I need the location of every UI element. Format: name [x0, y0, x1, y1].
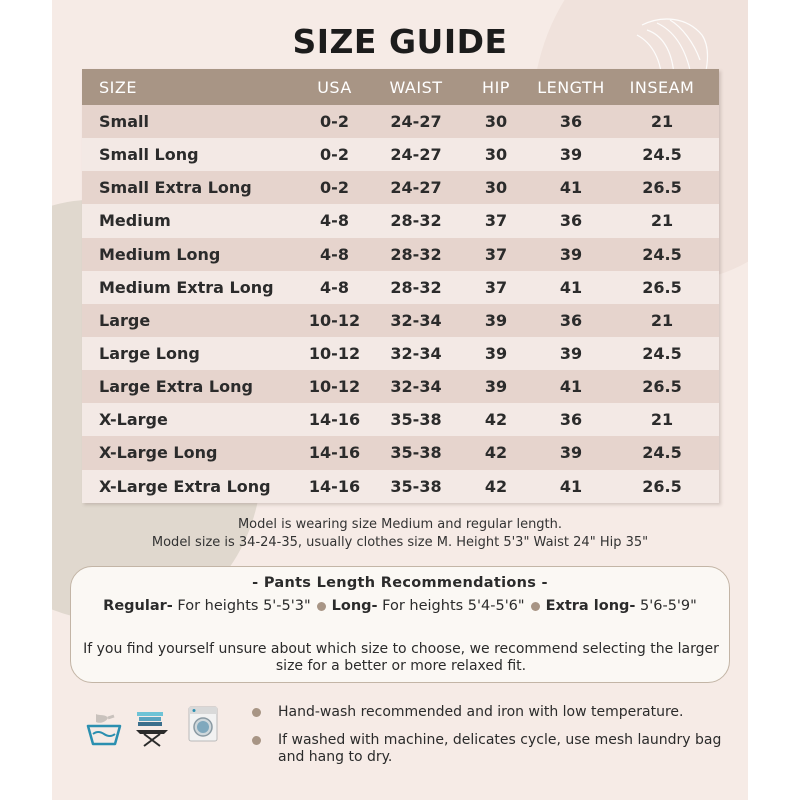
- cell-hip: 30: [484, 145, 508, 165]
- cell-hip: 30: [484, 178, 508, 198]
- header-usa: USA: [317, 77, 352, 97]
- cell-usa: 4-8: [320, 211, 349, 231]
- cell-hip: 37: [484, 244, 508, 264]
- care-item: [252, 732, 722, 766]
- separator-dot: [531, 602, 540, 611]
- cell-length: 39: [559, 244, 583, 264]
- cell-inseam: 21: [650, 112, 674, 132]
- cell-hip: 37: [484, 277, 508, 297]
- cell-usa: 4-8: [320, 244, 349, 264]
- model-note-line: Model size is 34-24-35, usually clothes size M. Height 5'3" Waist 24" Hip 35": [151, 535, 649, 550]
- cell-waist: 28-32: [390, 211, 442, 231]
- cell-length: 41: [559, 277, 583, 297]
- care-item-text: If washed with machine, delicates cycle, use mesh laundry bag and hang to dry.: [278, 732, 722, 765]
- cell-hip: 39: [484, 377, 508, 397]
- washing-machine-icon: [188, 706, 218, 742]
- table-row: [82, 105, 719, 138]
- size-table: [82, 69, 719, 503]
- care-item: [252, 704, 722, 721]
- cell-inseam: 21: [650, 211, 674, 231]
- cell-length: 36: [559, 410, 583, 430]
- cell-usa: 14-16: [308, 443, 361, 463]
- cell-size: Medium Long: [99, 244, 221, 264]
- cell-hip: 37: [484, 211, 508, 231]
- cell-usa: 10-12: [308, 310, 361, 330]
- cell-waist: 24-27: [390, 112, 442, 132]
- table-row: [82, 271, 719, 304]
- cell-size: Large Long: [99, 344, 200, 364]
- cell-inseam: 21: [650, 310, 674, 330]
- cell-usa: 0-2: [320, 112, 349, 132]
- cell-inseam: 26.5: [642, 377, 682, 397]
- cell-length: 39: [559, 443, 583, 463]
- cell-waist: 35-38: [390, 443, 442, 463]
- cell-inseam: 26.5: [642, 277, 682, 297]
- table-row: [82, 436, 719, 469]
- regular-text: For heights 5'-5'3": [172, 598, 311, 614]
- cell-usa: 0-2: [320, 178, 349, 198]
- cell-hip: 42: [484, 410, 508, 430]
- bullet-dot: [252, 708, 261, 717]
- cell-length: 39: [559, 145, 583, 165]
- cell-inseam: 24.5: [642, 244, 682, 264]
- table-row: [82, 403, 719, 436]
- cell-length: 41: [559, 476, 583, 496]
- recommendations-title: - Pants Length Recommendations -: [252, 575, 548, 591]
- cell-size: X-Large Long: [99, 443, 218, 463]
- bullet-dot: [252, 736, 261, 745]
- cell-waist: 24-27: [390, 178, 442, 198]
- header-hip: HIP: [482, 77, 510, 97]
- iron-icon: [134, 706, 170, 748]
- table-row: [82, 138, 719, 171]
- hand-wash-icon: [84, 712, 124, 748]
- cell-size: Small Extra Long: [99, 178, 252, 198]
- table-row: [82, 238, 719, 271]
- header-length: LENGTH: [537, 77, 605, 97]
- cell-inseam: 24.5: [642, 344, 682, 364]
- cell-usa: 14-16: [308, 410, 361, 430]
- long-text: For heights 5'4-5'6": [377, 598, 525, 614]
- page-title: SIZE GUIDE: [292, 22, 508, 61]
- extra-long-text: 5'6-5'9": [635, 598, 697, 614]
- care-instructions: [252, 704, 722, 777]
- regular-label: Regular-: [103, 598, 173, 614]
- cell-waist: 32-34: [390, 310, 442, 330]
- table-row: [82, 470, 719, 503]
- cell-hip: 39: [484, 310, 508, 330]
- header-size: SIZE: [99, 77, 137, 97]
- cell-waist: 32-34: [390, 377, 442, 397]
- model-note: [0, 516, 800, 552]
- separator-dot: [317, 602, 326, 611]
- cell-waist: 32-34: [390, 344, 442, 364]
- cell-length: 36: [559, 310, 583, 330]
- cell-size: Large Extra Long: [99, 377, 253, 397]
- table-row: [82, 370, 719, 403]
- cell-inseam: 24.5: [642, 443, 682, 463]
- header-waist: WAIST: [389, 77, 443, 97]
- table-row: [82, 171, 719, 204]
- table-header: [82, 69, 719, 105]
- cell-waist: 28-32: [390, 244, 442, 264]
- cell-inseam: 26.5: [642, 178, 682, 198]
- recommendations-line: [71, 598, 729, 614]
- table-row: [82, 304, 719, 337]
- cell-inseam: 24.5: [642, 145, 682, 165]
- cell-inseam: 26.5: [642, 476, 682, 496]
- long-label: Long-: [331, 598, 378, 614]
- cell-size: Medium: [99, 211, 171, 231]
- cell-size: Large: [99, 310, 151, 330]
- cell-length: 39: [559, 344, 583, 364]
- cell-usa: 0-2: [320, 145, 349, 165]
- header-inseam: INSEAM: [629, 77, 695, 97]
- cell-hip: 42: [484, 476, 508, 496]
- cell-hip: 39: [484, 344, 508, 364]
- cell-size: Medium Extra Long: [99, 277, 274, 297]
- cell-usa: 10-12: [308, 344, 361, 364]
- cell-length: 41: [559, 377, 583, 397]
- table-row: [82, 337, 719, 370]
- cell-size: Small Long: [99, 145, 199, 165]
- cell-size: Small: [99, 112, 149, 132]
- table-body: [82, 105, 719, 503]
- cell-waist: 28-32: [390, 277, 442, 297]
- cell-length: 36: [559, 211, 583, 231]
- length-recommendations-box: [70, 566, 730, 683]
- cell-waist: 35-38: [390, 476, 442, 496]
- care-item-text: Hand-wash recommended and iron with low temperature.: [278, 704, 684, 720]
- cell-size: X-Large Extra Long: [99, 476, 271, 496]
- cell-waist: 24-27: [390, 145, 442, 165]
- extra-long-label: Extra long-: [545, 598, 636, 614]
- cell-usa: 10-12: [308, 377, 361, 397]
- model-note-line: Model is wearing size Medium and regular length.: [237, 517, 563, 532]
- cell-waist: 35-38: [390, 410, 442, 430]
- cell-hip: 42: [484, 443, 508, 463]
- cell-length: 41: [559, 178, 583, 198]
- size-advice: If you find yourself unsure about which size to choose, we recommend selecting the larger size for a better or more relaxed fit.: [83, 641, 719, 674]
- cell-inseam: 21: [650, 410, 674, 430]
- cell-length: 36: [559, 112, 583, 132]
- table-row: [82, 204, 719, 237]
- cell-size: X-Large: [99, 410, 168, 430]
- cell-usa: 14-16: [308, 476, 361, 496]
- cell-usa: 4-8: [320, 277, 349, 297]
- cell-hip: 30: [484, 112, 508, 132]
